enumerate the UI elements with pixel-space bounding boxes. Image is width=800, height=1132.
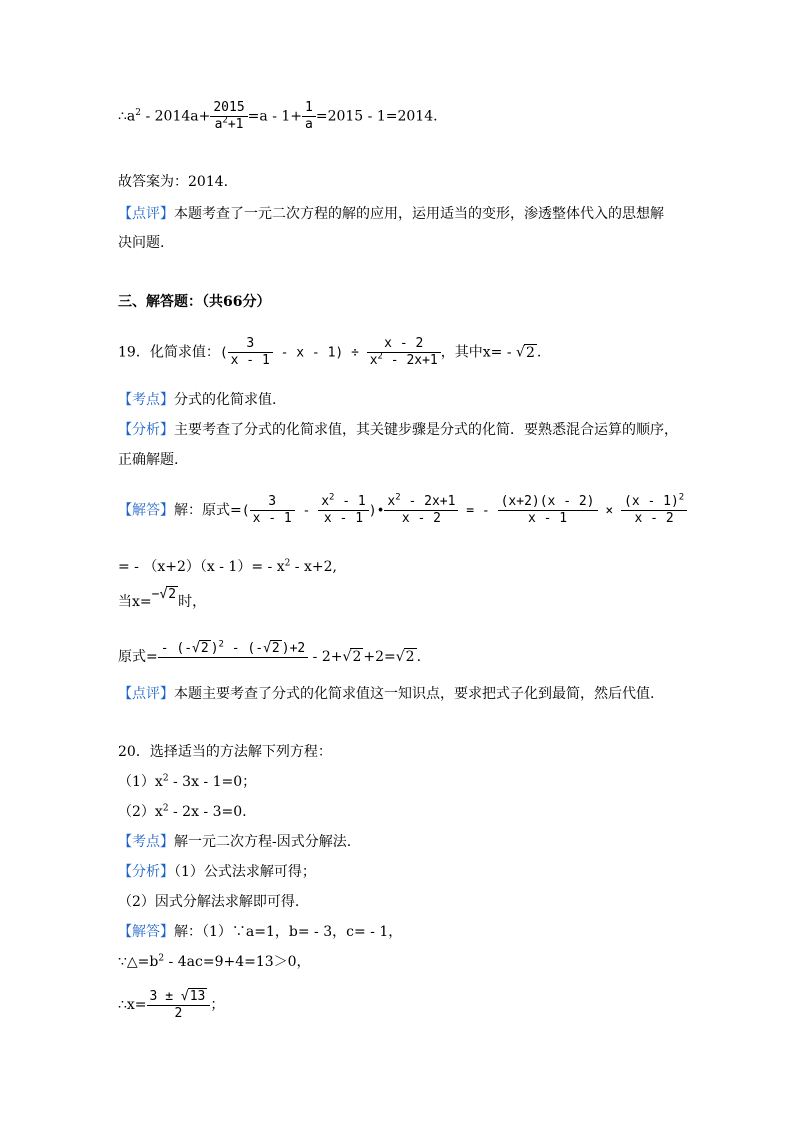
q19-fenxi: 【分析】主要考查了分式的化简求值，其关键步骤是分式的化简．要熟悉混合运算的顺序， bbox=[118, 422, 678, 438]
q19-kaodian: 【考点】分式的化简求值. bbox=[118, 392, 277, 408]
q19-result-fraction: - (-√2 )$^2$ - (-√2 )+2 bbox=[158, 640, 309, 674]
q20-root: ∴x= $\frac{3 \pm √13}{2}$ ； bbox=[118, 989, 225, 1021]
q19-result-1: = - $(x+2)(x - 1)= - x^2 - x+2$, bbox=[118, 558, 337, 575]
q20-part-2: $(2)x^2 - 2x - 3=0$. bbox=[118, 803, 247, 820]
q20-root-fraction: $\frac{3 \pm √13}{2}$ bbox=[147, 988, 211, 1022]
q19-dianping: 【点评】本题主要考查了分式的化简求值这一知识点，要求把式子化到最简，然后代值. bbox=[118, 686, 655, 702]
section-heading: 三、解答题：（共66分） bbox=[118, 294, 271, 310]
q20-part-1: $(1)x^2 - 3x - 1=0$； bbox=[118, 773, 257, 790]
answer-line: 故答案为：2014. bbox=[118, 174, 229, 190]
fraction-1-over-a: $\frac{1}{a}$ bbox=[302, 100, 316, 133]
q20-discriminant: $\because\triangle=b^2 - 4ac=9+4=13>0$， bbox=[118, 953, 311, 970]
sqrt-symbol: √ bbox=[516, 344, 525, 361]
q19-jieda: 【解答】解：原式=( $\frac{3}{x - 1}$ - $\frac{x^2 - 1}{x - 1}$ )• $\frac{x^2 - 2x+1}{x - 2}$ = - $\frac{(x+2)(x - 2)}{x - 1}$ × $\frac{(x - 1)^2}{x - 2}$ bbox=[118, 494, 687, 527]
question-20: 20．选择适当的方法解下列方程： bbox=[118, 744, 332, 760]
q19-fraction-3: $\frac{3}{x - 1}$ bbox=[228, 336, 273, 369]
jd19-frac-4: $\frac{(x+2)(x - 2)}{x - 1}$ bbox=[498, 494, 598, 527]
therefore-symbol: ∴ bbox=[118, 108, 127, 125]
q20-kaodian: 【考点】解一元二次方程-因式分解法. bbox=[118, 834, 352, 850]
q20-jieda: 【解答】解：（1）∵a=1，b= - 3，c= - 1， bbox=[118, 924, 403, 940]
sqrt-symbol: √ bbox=[159, 587, 168, 602]
q19-fenxi-cont: 正确解题. bbox=[118, 452, 179, 468]
q19-fraction-x-2: $\frac{x - 2}{x^2 - 2x+1}$ bbox=[367, 336, 441, 369]
fraction-2015: $\frac{2015}{a^2+1}$ bbox=[210, 100, 247, 133]
q19-result-2: 当x=−√2 时， bbox=[118, 587, 207, 610]
jd19-frac-3: $\frac{x^2 - 2x+1}{x - 2}$ bbox=[384, 494, 458, 527]
tag-review: 【点评】 bbox=[118, 206, 174, 222]
q19-result-3: 原式= - (-√2 )$^2$ - (-√2 )+2 - 2+√2 +2=√2 . bbox=[118, 640, 421, 674]
q20-fenxi-cont: （2）因式分解法求解即可得. bbox=[118, 894, 300, 910]
jd19-frac-2: $\frac{x^2 - 1}{x - 1}$ bbox=[318, 494, 369, 527]
review-line-cont: 决问题. bbox=[118, 235, 165, 251]
jd19-frac-5: $\frac{(x - 1)^2}{x - 2}$ bbox=[621, 494, 687, 527]
jd19-frac-1: $\frac{3}{x - 1}$ bbox=[250, 494, 295, 527]
review-line: 【点评】本题考查了一元二次方程的解的应用，运用适当的变形，渗透整体代入的思想解 bbox=[118, 206, 664, 222]
eq-line-1: $\therefore a^2 - 2014a+$ $\frac{2015}{a^2+1}$ =a - 1+ $\frac{1}{a}$ =2015 - 1=2014. bbox=[118, 100, 438, 132]
question-19: 19．化简求值：( $\frac{3}{x - 1}$ - x - 1) ÷ $\frac{x - 2}{x^2 - 2x+1}$ ，其中x= - √2 . bbox=[118, 336, 542, 368]
q20-fenxi: 【分析】（1）公式法求解可得； bbox=[118, 864, 316, 880]
